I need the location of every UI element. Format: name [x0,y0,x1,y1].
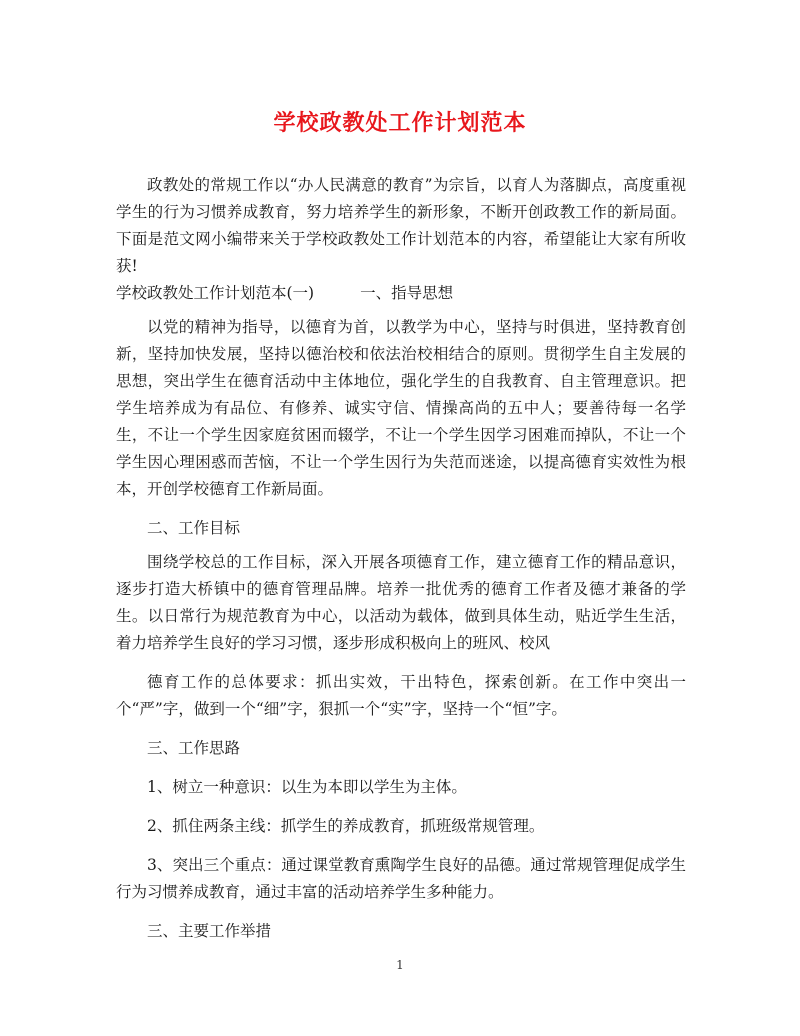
document-title: 学校政教处工作计划范本 [273,110,527,136]
section-label-line [116,280,686,307]
paragraph-overall-requirements: 德育工作的总体要求：抓出实效，干出特色，探索创新。在工作中突出一个“严”字，做到一个“细”字，狠抓一个“实”字，坚持一个“恒”字。 [116,673,686,718]
paragraph-guiding-ideology: 以党的精神为指导，以德育为首，以教学为中心，坚持与时俱进，坚持教育创新，坚持加快发展，坚持以德治校和依法治校相结合的原则。贯彻学生自主发展的思想，突出学生在德育活动中主体地位，强化学生的自我教育、自主管理意识。把学生培养成为有品位、有修养、诚实守信、情操高尚的五中人；要善待每一名学生，不让一个学生因家庭贫困而辍学，不让一个学生因学习困难而掉队，不让一个学生因心理困惑而苦恼，不让一个学生因行为失范而迷途，以提高德育实效性为根本，开创学校德育工作新局面。 [116,318,686,498]
intro-paragraph: 政教处的常规工作以“办人民满意的教育”为宗旨，以育人为落脚点，高度重视学生的行为习惯养成教育，努力培养学生的新形象，不断开创政教工作的新局面。下面是范文网小编带来关于学校政教处工作计划范本的内容，希望能让大家有所收获! [116,176,686,275]
heading-work-approach: 三、工作思路 [147,739,241,757]
document-body [116,172,686,945]
list-item-key-points: 3、突出三个重点：通过课堂教育熏陶学生良好的品德。通过常规管理促成学生行为习惯养成教育，通过丰富的活动培养学生多种能力。 [116,856,686,901]
list-item-main-lines: 2、抓住两条主线：抓学生的养成教育，抓班级常规管理。 [147,817,545,835]
paragraph-work-goals: 围绕学校总的工作目标，深入开展各项德育工作，建立德育工作的精品意识，逐步打造大桥镇中的德育管理品牌。培养一批优秀的德育工作者及德才兼备的学生。以日常行为规范教育为中心，以活动为载体，做到具体生动，贴近学生生活，着力培养学生良好的学习习惯，逐步形成积极向上的班风、校风 [116,553,686,652]
page-number: 1 [396,958,404,972]
heading-main-measures: 三、主要工作举措 [147,922,272,940]
heading-work-goals: 二、工作目标 [147,519,241,537]
list-item-awareness: 1、树立一种意识：以生为本即以学生为主体。 [147,778,467,796]
section-label: 学校政教处工作计划范本(一) [116,284,315,302]
heading-guiding-ideology: 一、指导思想 [360,284,454,302]
